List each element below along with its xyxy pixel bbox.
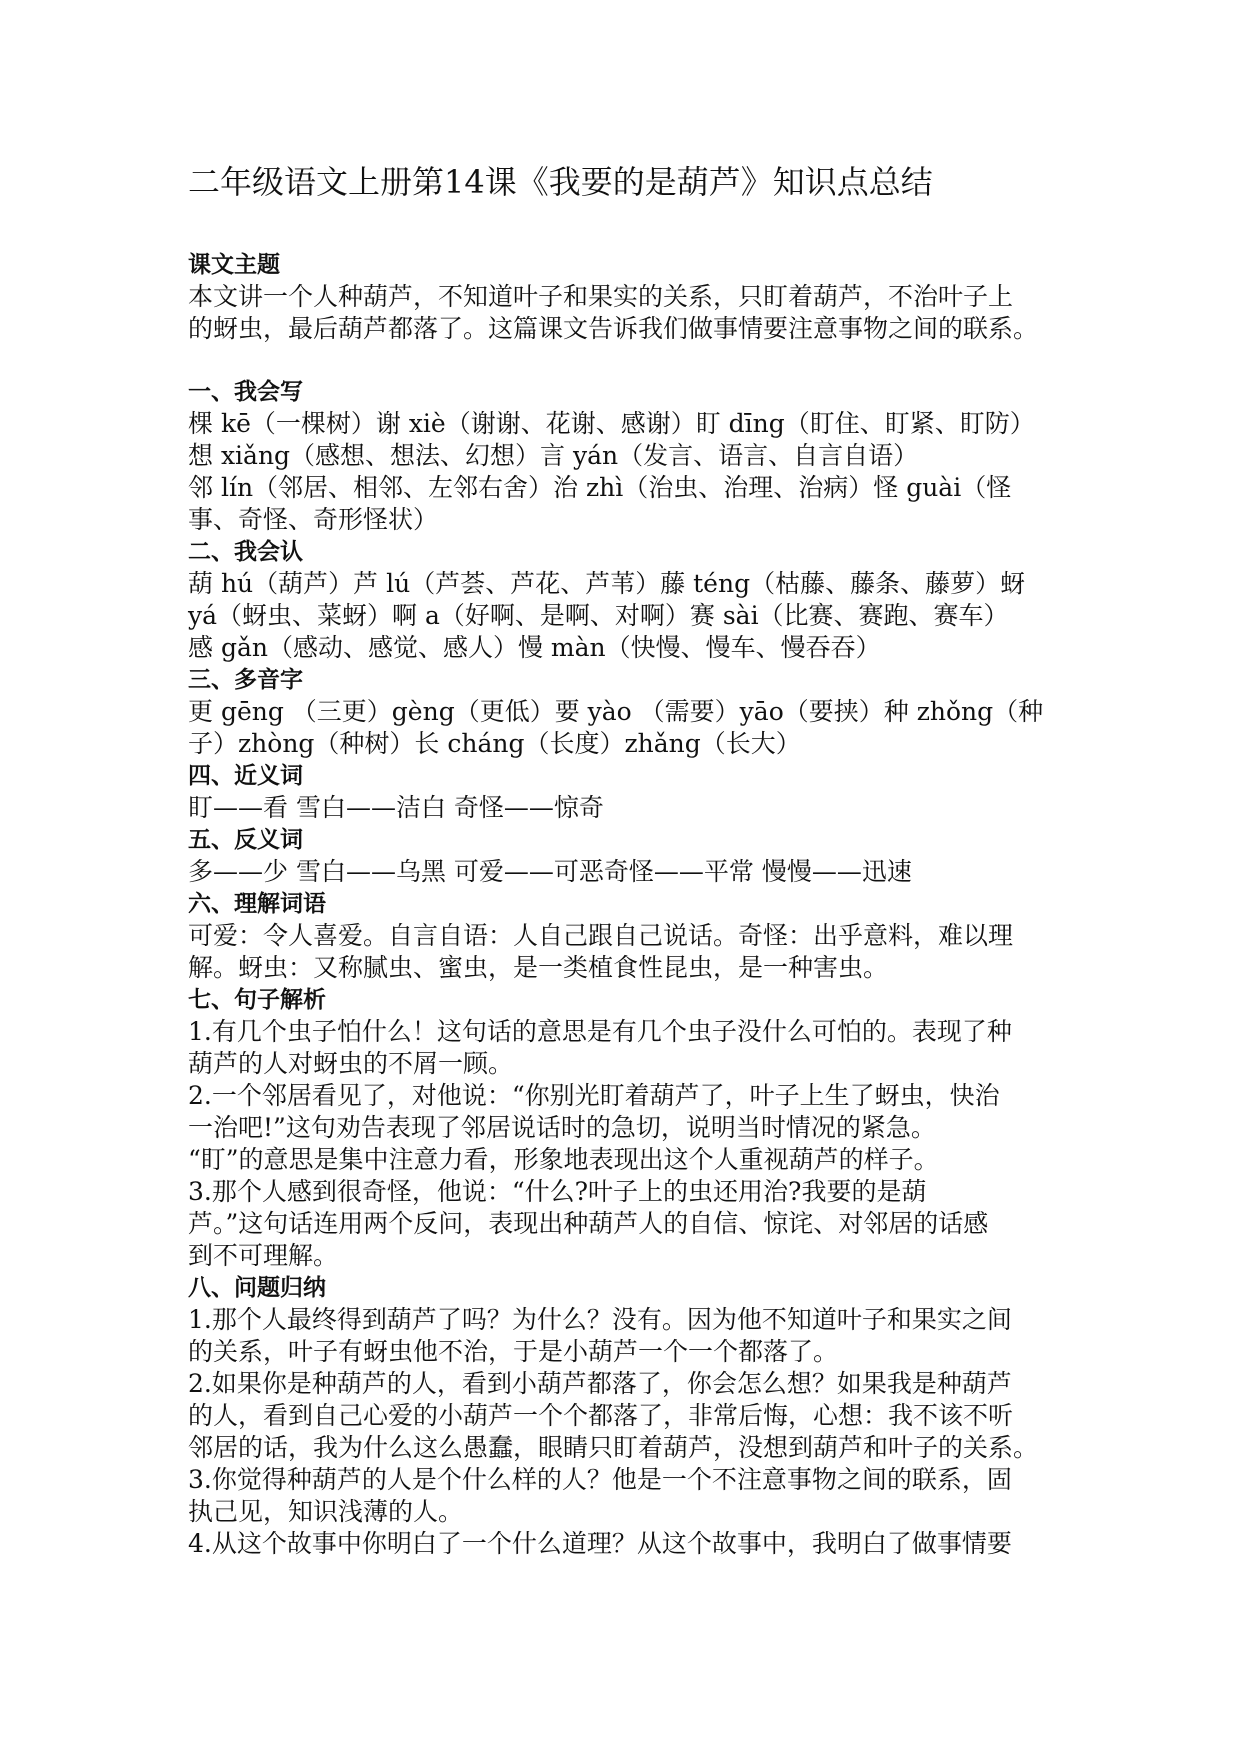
paragraph-line: 想 xiǎng（感想、想法、幻想）言 yán（发言、语言、自言自语）	[188, 441, 919, 470]
paragraph-line: 2.一个邻居看见了，对他说：“你别光盯着葫芦了，叶子上生了蚜虫，快治	[188, 1081, 1000, 1110]
paragraph-line: 1.那个人最终得到葫芦了吗？为什么？没有。因为他不知道叶子和果实之间	[188, 1305, 1012, 1334]
paragraph-line: 更 gēng （三更）gèng（更低）要 yào （需要）yāo（要挟）种 zhǒng（种	[188, 697, 1044, 726]
section-heading-polyphones: 三、多音字	[188, 667, 303, 693]
paragraph-line: 芦。”这句话连用两个反问，表现出种葫芦人的自信、惊诧、对邻居的话感	[188, 1209, 989, 1238]
paragraph-line: 邻 lín（邻居、相邻、左邻右舍）治 zhì（治虫、治理、治病）怪 guài（怪	[188, 473, 1012, 502]
paragraph-line: 4.从这个故事中你明白了一个什么道理？从这个故事中，我明白了做事情要	[188, 1529, 1012, 1558]
document-body	[188, 249, 1068, 1560]
paragraph-line: 事、奇怪、奇形怪状）	[188, 505, 439, 534]
paragraph-line: 到不可理解。	[188, 1241, 339, 1270]
intro-heading: 课文主题	[188, 252, 280, 278]
paragraph-line: 邻居的话，我为什么这么愚蠢，眼睛只盯着葫芦，没想到葫芦和叶子的关系。	[188, 1433, 1039, 1462]
paragraph-line: 葫 hú（葫芦）芦 lú（芦荟、芦花、芦苇）藤 téng（枯藤、藤条、藤萝）蚜	[188, 569, 1026, 598]
section-heading-synonyms: 四、近义词	[188, 763, 303, 789]
section-heading-recognize: 二、我会认	[188, 539, 303, 565]
page-title: 二年级语文上册第14课《我要的是葫芦》知识点总结	[188, 163, 933, 201]
paragraph-line: 的关系，叶子有蚜虫他不治，于是小葫芦一个一个都落了。	[188, 1337, 839, 1366]
paragraph-line: “盯”的意思是集中注意力看，形象地表现出这个人重视葫芦的样子。	[188, 1145, 939, 1174]
paragraph-line: 本文讲一个人种葫芦，不知道叶子和果实的关系，只盯着葫芦，不治叶子上	[188, 282, 1014, 311]
paragraph-line: yá（蚜虫、菜蚜）啊 a（好啊、是啊、对啊）赛 sài（比赛、赛跑、赛车）	[188, 601, 1009, 630]
paragraph-line: 执己见，知识浅薄的人。	[188, 1497, 464, 1526]
section-spacer	[188, 345, 1068, 376]
paragraph-line: 3.你觉得种葫芦的人是个什么样的人？他是一个不注意事物之间的联系，固	[188, 1465, 1012, 1494]
paragraph-line: 子）zhòng（种树）长 cháng（长度）zhǎng（长大）	[188, 729, 801, 758]
paragraph-line: 2.如果你是种葫芦的人，看到小葫芦都落了，你会怎么想？如果我是种葫芦	[188, 1369, 1012, 1398]
section-heading-antonyms: 五、反义词	[188, 827, 303, 853]
paragraph-line: 的蚜虫，最后葫芦都落了。这篇课文告诉我们做事情要注意事物之间的联系。	[188, 314, 1039, 343]
paragraph-line: 多——少 雪白——乌黑 可爱——可恶奇怪——平常 慢慢——迅速	[188, 857, 912, 886]
paragraph-line: 棵 kē（一棵树）谢 xiè（谢谢、花谢、感谢）盯 dīng（盯住、盯紧、盯防）	[188, 409, 1035, 438]
section-heading-questions: 八、问题归纳	[188, 1275, 326, 1301]
paragraph-line: 盯——看 雪白——洁白 奇怪——惊奇	[188, 793, 604, 822]
paragraph-line: 3.那个人感到很奇怪，他说：“什么?叶子上的虫还用治?我要的是葫	[188, 1177, 927, 1206]
paragraph-line: 可爱：令人喜爱。自言自语：人自己跟自己说话。奇怪：出乎意料，难以理	[188, 921, 1014, 950]
paragraph-line: 的人，看到自己心爱的小葫芦一个个都落了，非常后悔，心想：我不该不听	[188, 1401, 1014, 1430]
paragraph-line: 一治吧!”这句劝告表现了邻居说话时的急切，说明当时情况的紧急。	[188, 1113, 936, 1142]
section-heading-sentence-analysis: 七、句子解析	[188, 987, 326, 1013]
paragraph-line: 感 gǎn（感动、感觉、感人）慢 màn（快慢、慢车、慢吞吞）	[188, 633, 881, 662]
paragraph-line: 解。蚜虫：又称腻虫、蜜虫，是一类植食性昆虫，是一种害虫。	[188, 953, 889, 982]
paragraph-line: 1.有几个虫子怕什么！这句话的意思是有几个虫子没什么可怕的。表现了种	[188, 1017, 1012, 1046]
section-heading-word-meanings: 六、理解词语	[188, 891, 326, 917]
paragraph-line: 葫芦的人对蚜虫的不屑一顾。	[188, 1049, 514, 1078]
section-heading-write: 一、我会写	[188, 379, 303, 405]
